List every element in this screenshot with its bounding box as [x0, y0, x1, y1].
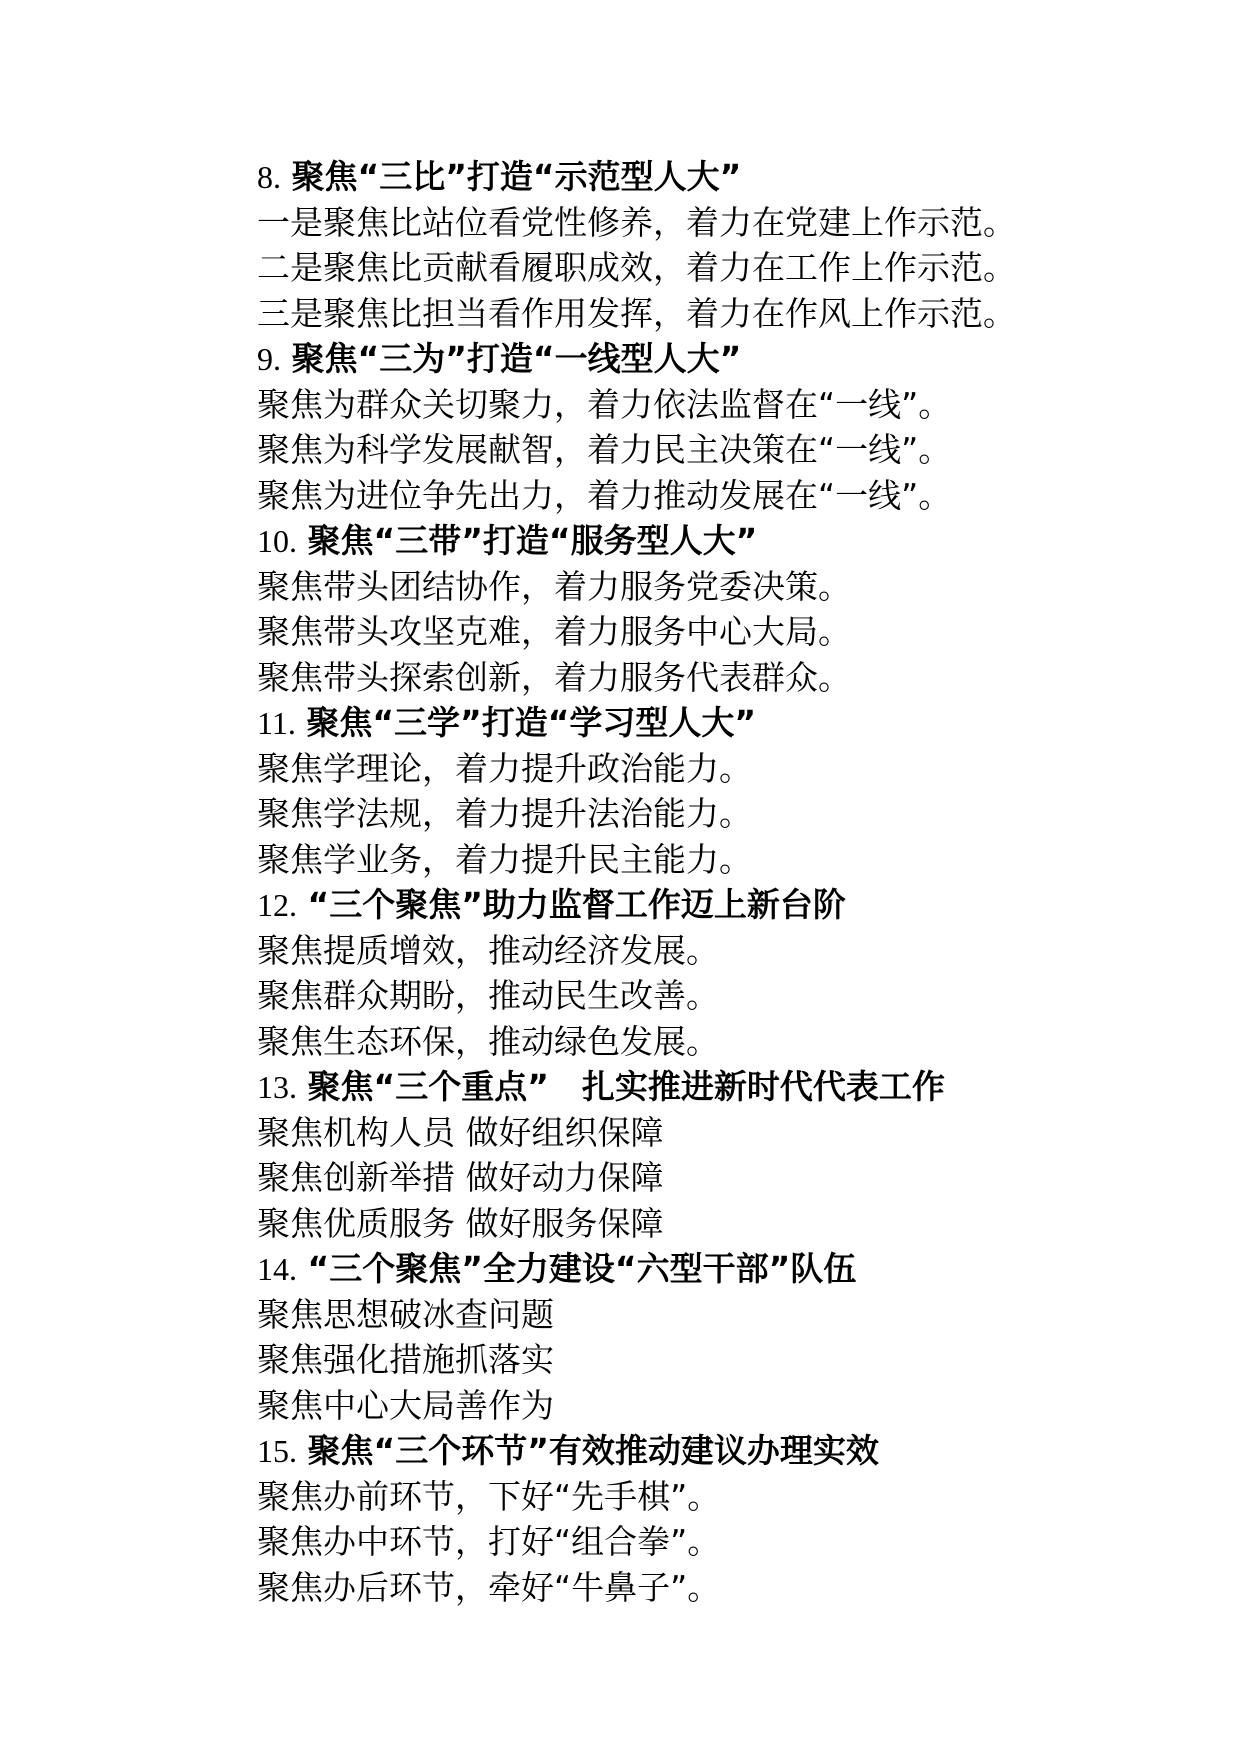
list-item: 三是聚焦比担当看作用发挥，着力在作风上作示范。 — [257, 293, 1016, 333]
section-14 — [257, 1246, 1197, 1428]
section-11 — [257, 700, 1197, 882]
document-body — [257, 154, 1197, 1610]
list-item: 聚焦学法规，着力提升法治能力。 — [257, 794, 752, 833]
section-10 — [257, 518, 1197, 700]
list-item: 聚焦带头探索创新，着力服务代表群众。 — [257, 657, 851, 697]
list-item: 聚焦为进位争先出力，着力推动发展在“一线”。 — [257, 475, 952, 515]
section-number: 11. — [257, 705, 296, 741]
list-item: 一是聚焦比站位看党性修养，着力在党建上作示范。 — [257, 202, 1016, 242]
list-item: 聚焦为群众关切聚力，着力依法监督在“一线”。 — [257, 384, 952, 424]
section-title: 聚焦“三个环节”有效推动建议办理实效 — [307, 1431, 879, 1470]
section-heading — [257, 882, 1197, 928]
section-title: 聚焦“三学”打造“学习型人大” — [306, 703, 757, 742]
list-item: 聚焦办中环节，打好“组合拳”。 — [257, 1522, 721, 1561]
section-9 — [257, 336, 1197, 518]
list-item: 聚焦办前环节，下好“先手棋”。 — [257, 1476, 721, 1516]
section-8 — [257, 154, 1197, 336]
section-13 — [257, 1064, 1197, 1246]
list-item: 聚焦学理论，着力提升政治能力。 — [257, 748, 752, 788]
section-number: 13. — [257, 1069, 297, 1105]
section-number: 8. — [257, 159, 281, 195]
section-heading — [257, 154, 1197, 200]
list-item: 聚焦为科学发展献智，着力民主决策在“一线”。 — [257, 430, 952, 469]
section-title: 聚焦“三为”打造“一线型人大” — [291, 339, 742, 378]
list-item: 聚焦学业务，着力提升民主能力。 — [257, 839, 752, 879]
section-title: 聚焦“三个重点” 扎实推进新时代代表工作 — [307, 1067, 945, 1106]
section-heading — [257, 1064, 1197, 1110]
list-item: 聚焦机构人员 做好组织保障 — [257, 1112, 664, 1152]
list-item: 二是聚焦比贡献看履职成效，着力在工作上作示范。 — [257, 248, 1016, 287]
section-heading — [257, 700, 1197, 746]
section-number: 12. — [257, 887, 297, 923]
section-heading — [257, 1428, 1197, 1474]
section-12 — [257, 882, 1197, 1064]
list-item: 聚焦中心大局善作为 — [257, 1385, 554, 1425]
section-heading — [257, 518, 1197, 564]
list-item: 聚焦生态环保，推动绿色发展。 — [257, 1021, 719, 1061]
section-15 — [257, 1428, 1197, 1610]
section-number: 10. — [257, 523, 297, 559]
list-item: 聚焦创新举措 做好动力保障 — [257, 1158, 664, 1197]
section-heading — [257, 336, 1197, 382]
list-item: 聚焦思想破冰查问题 — [257, 1294, 554, 1334]
section-title: 聚焦“三比”打造“示范型人大” — [291, 157, 742, 196]
list-item: 聚焦带头团结协作，着力服务党委决策。 — [257, 566, 851, 606]
section-number: 14. — [257, 1251, 297, 1287]
list-item: 聚焦群众期盼，推动民生改善。 — [257, 976, 719, 1015]
list-item: 聚焦优质服务 做好服务保障 — [257, 1203, 664, 1243]
list-item: 聚焦提质增效，推动经济发展。 — [257, 930, 719, 970]
list-item: 聚焦办后环节，牵好“牛鼻子”。 — [257, 1567, 721, 1607]
section-title: “三个聚焦”助力监督工作迈上新台阶 — [307, 885, 846, 924]
section-title: “三个聚焦”全力建设“六型干部”队伍 — [307, 1249, 857, 1288]
list-item: 聚焦强化措施抓落实 — [257, 1340, 554, 1379]
section-number: 15. — [257, 1433, 297, 1469]
list-item: 聚焦带头攻坚克难，着力服务中心大局。 — [257, 612, 851, 651]
section-number: 9. — [257, 341, 281, 377]
section-heading — [257, 1246, 1197, 1292]
section-title: 聚焦“三带”打造“服务型人大” — [307, 521, 758, 560]
